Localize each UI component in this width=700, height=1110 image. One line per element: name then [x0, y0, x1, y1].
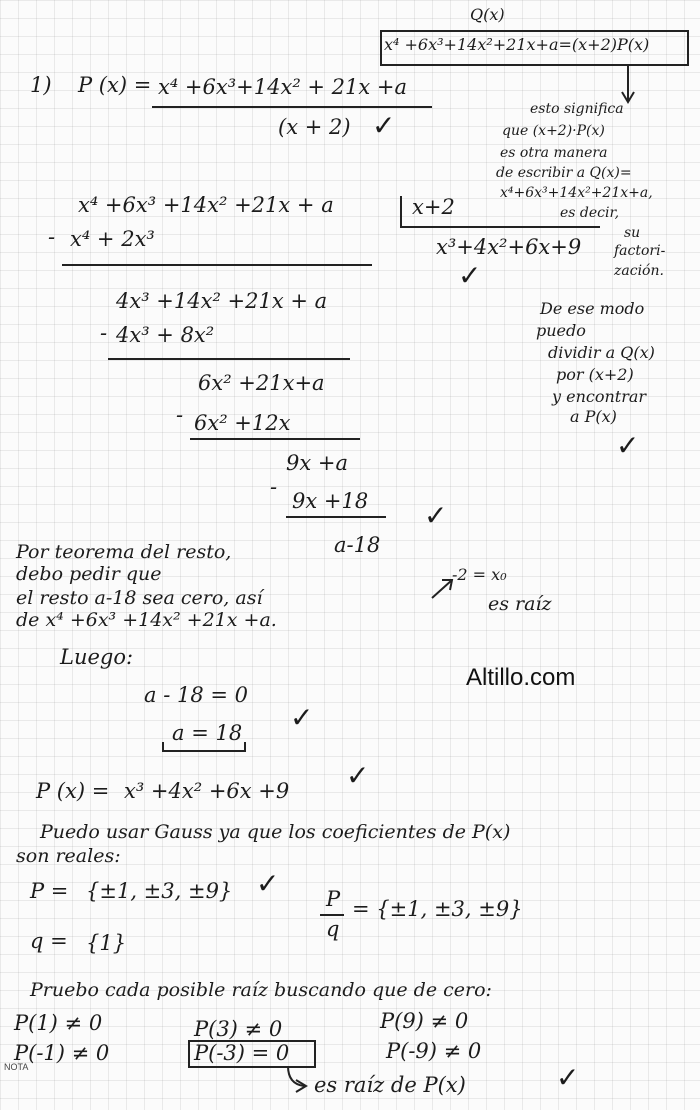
root-text: es raíz — [488, 593, 552, 615]
division-divisor: x+2 — [412, 195, 455, 219]
root-note: -2 = x₀ — [452, 565, 507, 584]
watermark: Altillo.com — [466, 664, 576, 691]
final-p-rhs: x³ +4x² +6x +9 — [124, 779, 290, 803]
note-line: a P(x) — [570, 407, 617, 426]
pq-fraction-bar — [320, 914, 344, 916]
note-line: de escribir a Q(x)= — [496, 165, 632, 181]
division-step: 9x +18 — [292, 489, 369, 513]
checkmark-icon: ✓ — [556, 1061, 580, 1094]
q-set: {1} — [86, 931, 127, 955]
final-p-lhs: P (x) = — [36, 779, 110, 803]
note-line: y encontrar — [552, 387, 647, 406]
note-line: por (x+2) — [556, 365, 634, 384]
gauss-line: Puedo usar Gauss ya que los coeficientes de P(x) — [40, 821, 511, 843]
problem-number: 1) — [30, 73, 52, 97]
fraction-bar — [152, 106, 432, 108]
test-result: P(1) ≠ 0 — [14, 1011, 103, 1035]
division-rule — [286, 516, 386, 518]
division-step: x⁴ + 2x³ — [70, 227, 155, 251]
note-line: es decir, — [560, 205, 620, 221]
note-line: esto significa — [530, 101, 624, 117]
division-step: 6x² +21x+a — [198, 371, 325, 395]
p-set-label: P = — [30, 879, 69, 903]
solve-result: a = 18 — [172, 721, 243, 745]
theorem-line: Por teorema del resto, — [16, 541, 232, 563]
luego-label: Luego: — [60, 645, 134, 669]
checkmark-icon: ✓ — [256, 867, 280, 900]
test-result: P(3) ≠ 0 — [194, 1017, 283, 1041]
divisor-bracket-vertical — [400, 196, 402, 228]
tests-conclusion: es raíz de P(x) — [314, 1073, 466, 1097]
p-set: {±1, ±3, ±9} — [86, 879, 233, 903]
division-rule — [62, 264, 372, 266]
tests-intro: Pruebo cada posible raíz buscando que de cero: — [30, 979, 492, 1001]
theorem-line: de x⁴ +6x³ +14x² +21x +a. — [16, 609, 277, 631]
division-dividend: x⁴ +6x³ +14x² +21x + a — [78, 193, 334, 217]
checkmark-icon: ✓ — [424, 499, 448, 532]
p-numerator: x⁴ +6x³+14x² + 21x +a — [158, 75, 408, 99]
division-step: 6x² +12x — [194, 411, 291, 435]
arrow-icon — [282, 1064, 312, 1094]
division-step: 4x³ + 8x² — [116, 323, 215, 347]
division-step: 9x +a — [286, 451, 348, 475]
checkmark-icon: ✓ — [290, 701, 314, 734]
checkmark-icon: ✓ — [346, 759, 370, 792]
note-line: x⁴+6x³+14x²+21x+a, — [500, 185, 653, 201]
test-result: P(-1) ≠ 0 — [14, 1041, 110, 1065]
step-sign: - — [48, 225, 56, 249]
test-result: P(-9) ≠ 0 — [386, 1039, 482, 1063]
note-line: que (x+2)·P(x) — [502, 123, 605, 139]
qx-label: Q(x) — [470, 5, 505, 24]
note-line: es otra manera — [500, 145, 608, 161]
divisor-bracket-horizontal — [400, 226, 600, 228]
p-definition-lhs: P (x) = — [78, 73, 152, 97]
note-line: puedo — [536, 321, 586, 340]
division-remainder: a-18 — [334, 533, 381, 557]
result-box — [162, 742, 246, 752]
gauss-line: son reales: — [16, 845, 121, 867]
note-line: factori- — [614, 243, 666, 259]
note-line: dividir a Q(x) — [548, 343, 655, 362]
pq-denominator: q — [326, 917, 340, 941]
note-line: zación. — [614, 263, 664, 279]
step-sign: - — [176, 403, 184, 427]
qx-identity: x⁴ +6x³+14x²+21x+a=(x+2)P(x) — [384, 35, 650, 54]
test-result: P(9) ≠ 0 — [380, 1009, 469, 1033]
step-sign: - — [270, 475, 278, 499]
note-line: De ese modo — [540, 299, 645, 318]
division-rule — [190, 438, 360, 440]
note-line: su — [624, 225, 641, 241]
down-arrow-icon — [618, 64, 638, 106]
arrow-icon — [428, 574, 458, 602]
test-result-root: P(-3) = 0 — [194, 1041, 290, 1065]
checkmark-icon: ✓ — [372, 109, 396, 142]
pq-set: = {±1, ±3, ±9} — [352, 897, 523, 921]
p-denominator: (x + 2) — [278, 115, 351, 139]
theorem-line: debo pedir que — [16, 563, 162, 585]
q-set-label: q = — [30, 929, 68, 953]
step-sign: - — [100, 321, 108, 345]
checkmark-icon: ✓ — [458, 259, 482, 292]
division-rule — [108, 358, 350, 360]
nota-label: NOTA — [4, 1062, 29, 1072]
theorem-line: el resto a-18 sea cero, así — [16, 587, 263, 609]
division-step: 4x³ +14x² +21x + a — [116, 289, 328, 313]
division-quotient: x³+4x²+6x+9 — [436, 235, 582, 259]
checkmark-icon: ✓ — [616, 429, 640, 462]
solve-equation: a - 18 = 0 — [144, 683, 248, 707]
pq-numerator: P — [326, 887, 341, 911]
